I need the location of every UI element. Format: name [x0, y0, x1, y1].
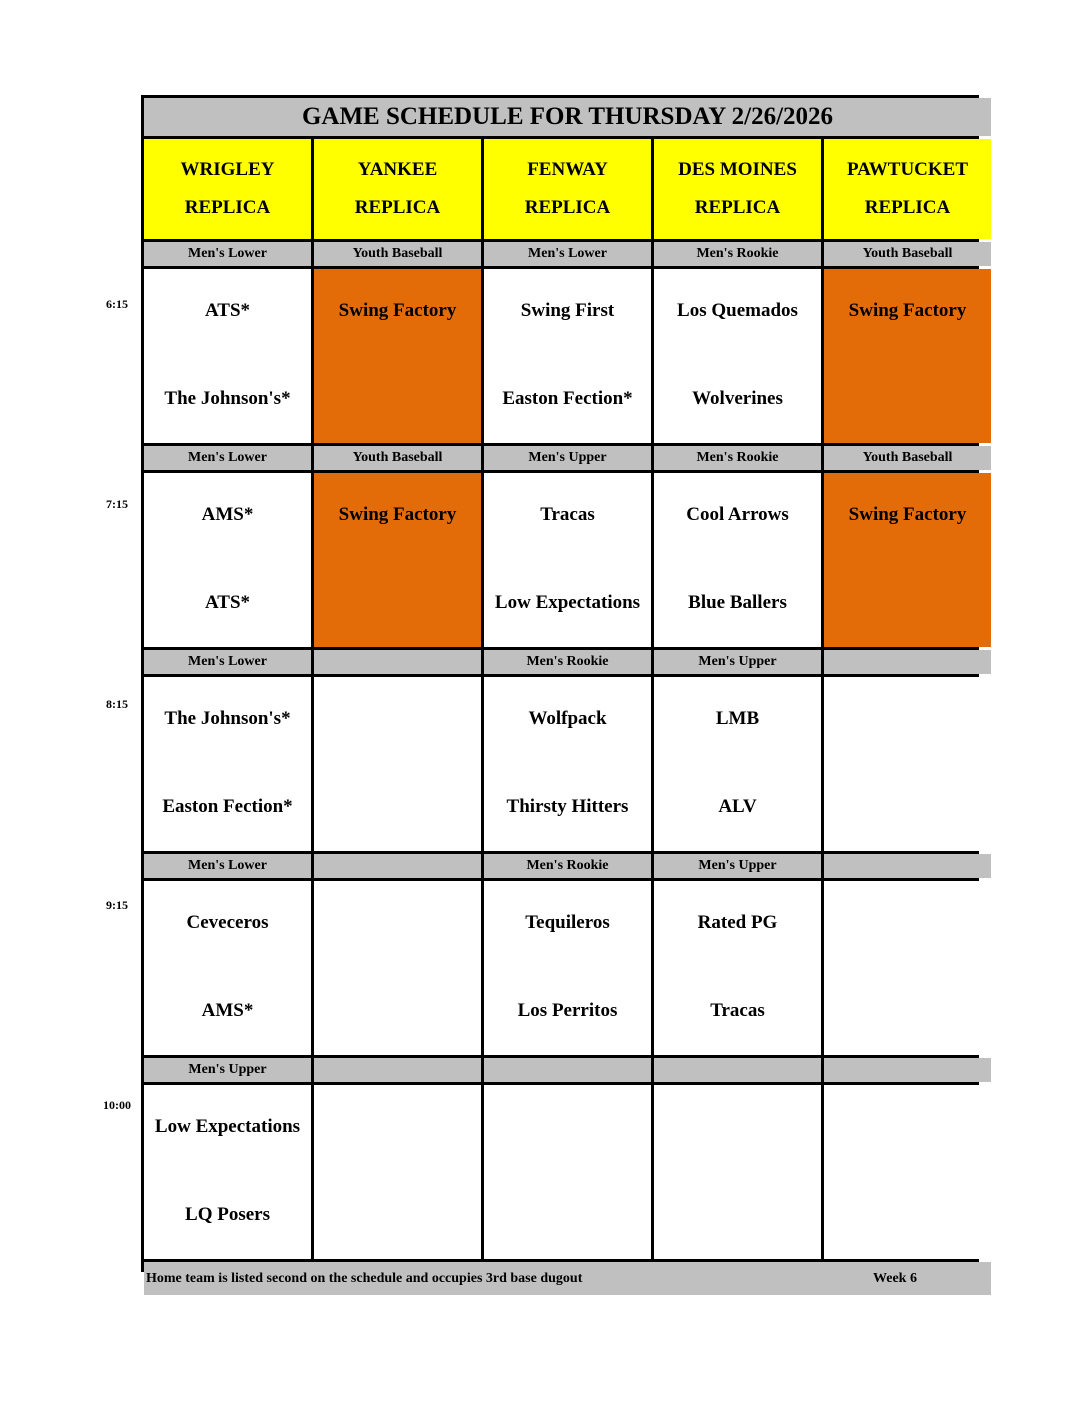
time-label: 10:00 [103, 1098, 131, 1112]
away-team: Swing Factory [848, 300, 967, 321]
venue-sub: REPLICA [694, 197, 781, 218]
away-team: Swing Factory [338, 300, 457, 321]
away-team: Swing First [520, 300, 615, 321]
away-team: Ceveceros [186, 912, 269, 933]
game-cell [144, 1085, 311, 1259]
away-team: Low Expectations [154, 1116, 301, 1137]
venue-sub: REPLICA [354, 197, 441, 218]
division-label [824, 650, 991, 674]
game-cell [654, 881, 821, 1055]
home-team: Easton Fection* [502, 388, 633, 409]
home-team: AMS* [201, 1000, 254, 1021]
game-cell [314, 1085, 481, 1259]
venue-sub: REPLICA [524, 197, 611, 218]
away-team: The Johnson's* [164, 708, 291, 729]
game-cell [484, 881, 651, 1055]
home-team: Los Perritos [517, 1000, 618, 1021]
division-label: Men's Rookie [654, 242, 821, 266]
away-team: Tequileros [525, 912, 610, 933]
game-cell [824, 881, 991, 1055]
home-team: Easton Fection* [162, 796, 293, 817]
venue-name: YANKEE [357, 159, 438, 180]
time-label: 8:15 [106, 697, 128, 711]
home-team: Wolverines [692, 388, 783, 409]
footer-bar [144, 1262, 991, 1295]
home-team: Tracas [710, 1000, 765, 1021]
venue-header [484, 139, 651, 239]
division-label: Men's Lower [484, 242, 651, 266]
home-team: Low Expectations [494, 592, 641, 613]
division-label: Men's Upper [654, 650, 821, 674]
division-label: Men's Upper [654, 854, 821, 878]
venue-header [824, 139, 991, 239]
away-team: Swing Factory [848, 504, 967, 525]
division-label [314, 854, 481, 878]
footer-note: Home team is listed second on the schedule and occupies 3rd base dugout [146, 1270, 583, 1286]
schedule-title: GAME SCHEDULE FOR THURSDAY 2/26/2026 [144, 98, 991, 136]
home-team: ATS* [204, 592, 251, 613]
venue-name: WRIGLEY [180, 159, 275, 180]
away-team: LMB [715, 708, 760, 729]
time-label: 6:15 [106, 297, 128, 311]
home-team: ALV [718, 796, 757, 817]
division-label [314, 1058, 481, 1082]
game-cell [824, 677, 991, 851]
away-team: AMS* [201, 504, 254, 525]
game-cell [484, 677, 651, 851]
division-label: Men's Lower [144, 650, 311, 674]
venue-name: DES MOINES [678, 159, 797, 180]
time-label: 9:15 [106, 898, 128, 912]
schedule-table [141, 95, 979, 1286]
game-cell-reserved [824, 269, 991, 443]
away-team: Swing Factory [338, 504, 457, 525]
home-team: Blue Ballers [688, 592, 787, 613]
division-label: Youth Baseball [314, 446, 481, 470]
away-team: Tracas [540, 504, 595, 525]
division-label: Men's Lower [144, 446, 311, 470]
home-team: Thirsty Hitters [506, 796, 629, 817]
game-cell [654, 677, 821, 851]
venue-sub: REPLICA [864, 197, 951, 218]
game-cell [484, 473, 651, 647]
division-label: Men's Rookie [484, 854, 651, 878]
game-cell [654, 473, 821, 647]
away-team: Rated PG [697, 912, 778, 933]
game-cell [484, 269, 651, 443]
division-label [824, 1058, 991, 1082]
division-label: Youth Baseball [824, 446, 991, 470]
away-team: Los Quemados [677, 300, 798, 321]
division-label: Men's Lower [144, 242, 311, 266]
home-team: LQ Posers [185, 1204, 270, 1225]
division-label [484, 1058, 651, 1082]
division-label: Youth Baseball [314, 242, 481, 266]
division-label: Men's Rookie [484, 650, 651, 674]
game-cell [654, 269, 821, 443]
division-label: Men's Upper [144, 1058, 311, 1082]
game-cell [824, 1085, 991, 1259]
venue-name: FENWAY [527, 159, 608, 180]
game-cell [144, 881, 311, 1055]
home-team: The Johnson's* [164, 388, 291, 409]
division-label: Youth Baseball [824, 242, 991, 266]
division-label: Men's Rookie [654, 446, 821, 470]
time-label: 7:15 [106, 497, 128, 511]
venue-name: PAWTUCKET [846, 159, 969, 180]
division-label [824, 854, 991, 878]
away-team: ATS* [204, 300, 251, 321]
venue-header [144, 139, 311, 239]
venue-header [314, 139, 481, 239]
game-cell [144, 473, 311, 647]
away-team: Cool Arrows [686, 504, 789, 525]
game-cell [654, 1085, 821, 1259]
game-cell [144, 677, 311, 851]
division-label: Men's Upper [484, 446, 651, 470]
division-label: Men's Lower [144, 854, 311, 878]
division-label [654, 1058, 821, 1082]
game-cell-reserved [824, 473, 991, 647]
away-team: Wolfpack [528, 708, 607, 729]
game-cell [314, 881, 481, 1055]
division-label [314, 650, 481, 674]
game-cell [484, 1085, 651, 1259]
game-cell [314, 677, 481, 851]
game-cell-reserved [314, 269, 481, 443]
week-label: Week 6 [873, 1270, 917, 1286]
venue-sub: REPLICA [184, 197, 271, 218]
venue-header [654, 139, 821, 239]
game-cell-reserved [314, 473, 481, 647]
game-cell [144, 269, 311, 443]
